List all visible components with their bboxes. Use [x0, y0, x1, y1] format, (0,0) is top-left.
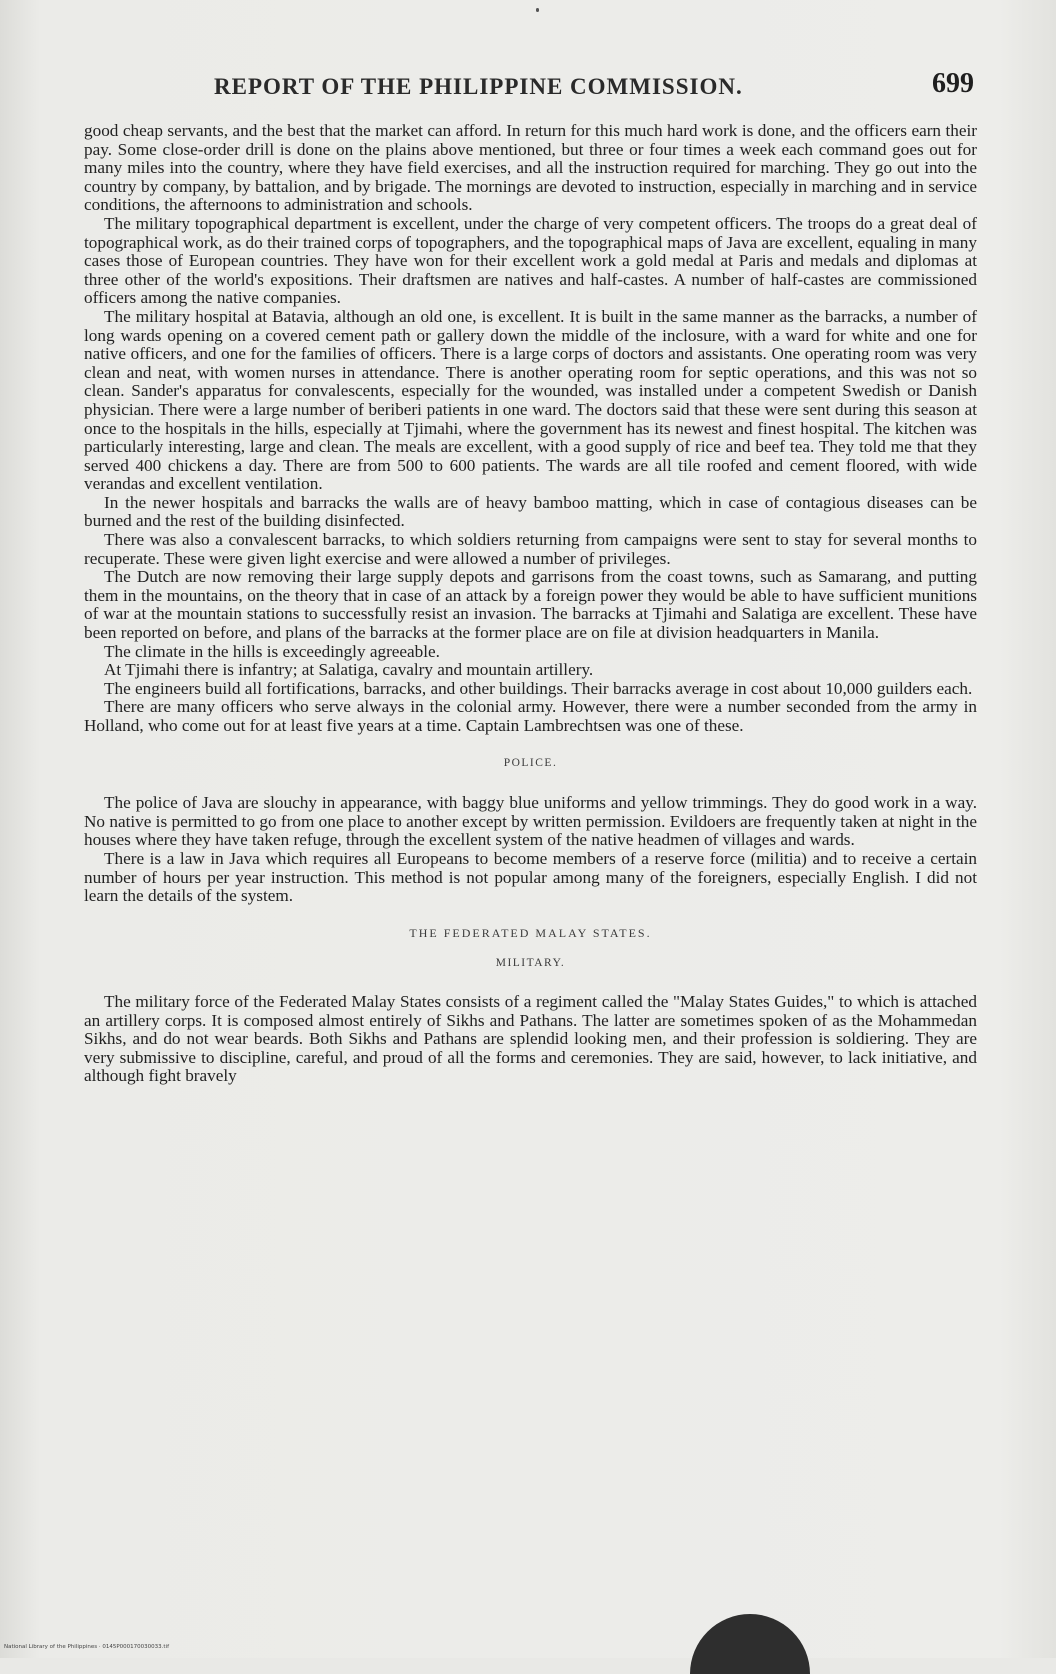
- scan-credit: National Library of the Philippines · 0145P000170030033.tif: [4, 1644, 170, 1650]
- paragraph: The military hospital at Batavia, although an old one, is excellent. It is built in the same manner as the barracks, a number of long wards opening on a covered cement path or gallery down the middle of the inclosure, with a ward for white and one for native officers, and one for the families of officers. There is a large corps of doctors and assistants. One operating room was very clean and neat, with women nurses in attendance. There is another operating room for septic operations, and this was not so clean. Sander's apparatus for convalescents, especially for the wounded, was installed under a competent Swedish or Danish physician. There were a large number of beriberi patients in one ward. The doctors said that these were sent during this season at once to the hospitals in the hills, especially at Tjimahi, where the government has its newest and finest hospital. The kitchen was particularly interesting, large and clean. The meals are excellent, with a good supply of rice and beef tea. They told me that they served 400 chickens a day. There are from 500 to 600 patients. The wards are all tile roofed and cement floored, with wide verandas and excellent ventilation.: [84, 306, 977, 494]
- subsection-heading-military: MILITARY.: [495, 957, 566, 970]
- section-heading-police: POLICE.: [503, 756, 558, 769]
- paragraph: The climate in the hills is exceedingly agreeable.: [104, 641, 440, 661]
- paragraph: The Dutch are now removing their large supply depots and garrisons from the coast towns, such as Samarang, and putting them in the mountains, on the theory that in case of an attack by a foreign power they would be able to have sufficient munitions of war at the mountain stations to successfully resist an invasion. The barracks at Tjimahi and Salatiga are excellent. These have been reported on before, and plans of the barracks at the former place are on file at division headquarters in Manila.: [84, 567, 977, 643]
- paragraph: good cheap servants, and the best that the market can afford. In return for this much hard work is done, and the officers earn their pay. Some close-order drill is done on the plains above mentioned, but three or four times a week each command goes out for many miles into the country, where they have field exercises, and all the instruction required for marching. They go out into the country by company, by battalion, and by brigade. The mornings are devoted to instruction, especially in marching and in service conditions, the afternoons to administration and schools.: [84, 121, 977, 215]
- paragraph: The engineers build all fortifications, barracks, and other buildings. Their barracks average in cost about 10,000 guilders each.: [104, 678, 973, 698]
- paragraph: The military topographical department is excellent, under the charge of very competent officers. The troops do a great deal of topographical work, as do their trained corps of topographers, and the topographical maps of Java are excellent, equaling in many cases those of European countries. They have won for their excellent work a gold medal at Paris and medals and diplomas at three other of the world's expositions. Their draftsmen are natives and half-castes. A number of half-castes are commissioned officers among the native companies.: [84, 213, 977, 308]
- running-title: REPORT OF THE PHILIPPINE COMMISSION.: [214, 74, 743, 99]
- paragraph: The police of Java are slouchy in appearance, with baggy blue uniforms and yellow trimmings. They do good work in a way. No native is permitted to go from one place to another except by written permission. Evildoers are frequently taken at night in the houses where they have taken refuge, through the excellent system of the native headmen of villages and wards.: [84, 793, 977, 850]
- paragraph: There is a law in Java which requires all Europeans to become members of a reserve force (militia) and to receive a certain number of hours per year instruction. This method is not popular among many of the foreigners, especially English. I did not learn the details of the system.: [84, 848, 977, 906]
- section-heading-federated-malay-states: THE FEDERATED MALAY STATES.: [409, 925, 652, 940]
- page-header: [84, 68, 978, 108]
- paragraph: There was also a convalescent barracks, to which soldiers returning from campaigns were sent to stay for several months to recuperate. These were given light exercise and were allowed a number of privileges.: [84, 530, 977, 568]
- paragraph: There are many officers who serve always in the colonial army. However, there were a number seconded from the army in Holland, who come out for at least five years at a time. Captain Lambrechtsen was one of these.: [84, 697, 977, 735]
- paragraph: The military force of the Federated Malay States consists of a regiment called the "Malay States Guides," to which is attached an artillery corps. It is composed almost entirely of Sikhs and Pathans. The latter are sometimes spoken of as the Mohammedan Sikhs, and do not wear beards. Both Sikhs and Pathans are splendid looking men, and their profession is soldiering. They are very submissive to discipline, careful, and proud of all the forms and ceremonies. They are said, however, to lack initiative, and although fight bravely: [84, 991, 977, 1086]
- page-number: 699: [932, 68, 974, 99]
- scan-speck: [536, 8, 539, 12]
- page-body: [84, 122, 977, 1086]
- paragraph: At Tjimahi there is infantry; at Salatiga, cavalry and mountain artillery.: [104, 660, 594, 680]
- scan-thumb-shadow: [690, 1614, 810, 1674]
- paragraph: In the newer hospitals and barracks the walls are of heavy bamboo matting, which in case of contagious diseases can be burned and the rest of the building disinfected.: [84, 492, 977, 531]
